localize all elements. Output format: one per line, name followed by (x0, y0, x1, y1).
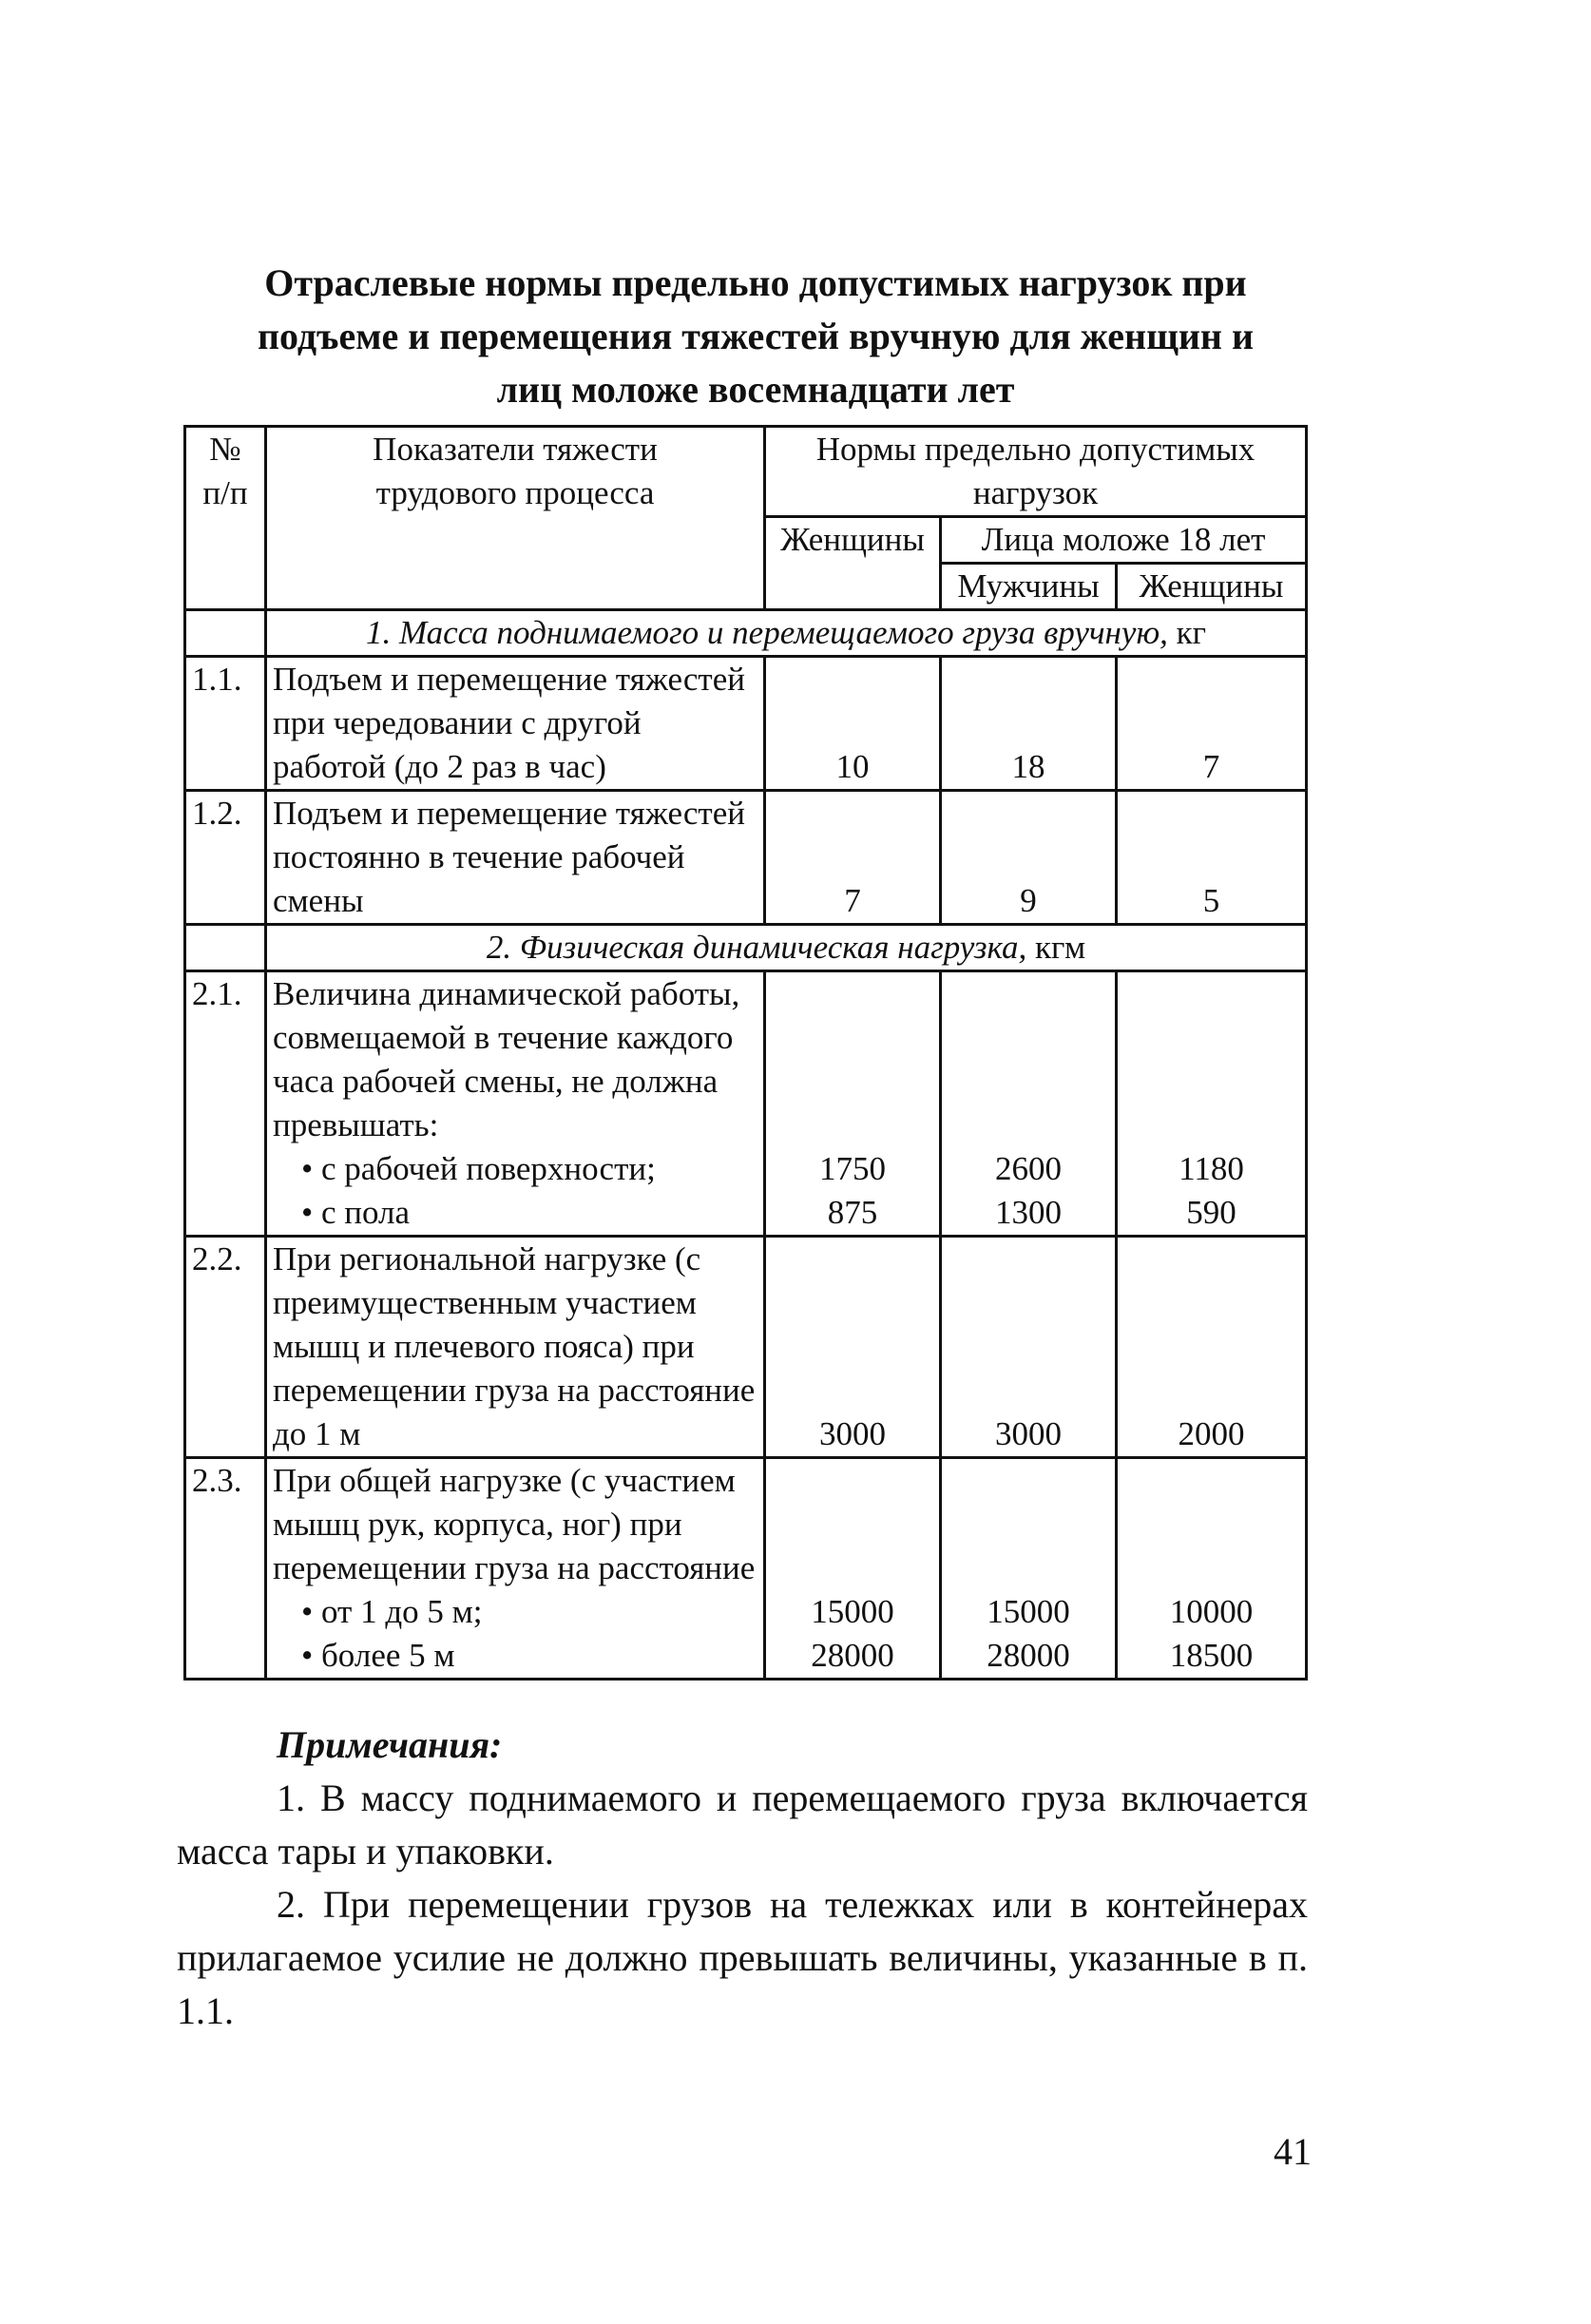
norms-table (183, 425, 1308, 1681)
value-women-under18: 10000 18500 (1117, 1458, 1307, 1680)
row-number: 1.2. (185, 791, 266, 925)
header-norms: Нормы предельно допустимых нагрузок (765, 427, 1307, 517)
value-men-under18: 9 (941, 791, 1117, 925)
row-indicator: Подъем и перемещение тяжестей при чередовании с другой работой (до 2 раз в час) (266, 657, 765, 791)
table-row (185, 791, 1307, 925)
header-num: № п/п (185, 427, 266, 610)
notes-heading: Примечания: (277, 1723, 503, 1766)
page-number: 41 (1274, 2130, 1312, 2173)
bullet-item: • с рабочей поверхности; (301, 1150, 656, 1187)
header-indicator: Показатели тяжести трудового процесса (266, 427, 765, 610)
section-2-label: 2. Физическая динамическая нагрузка, (486, 929, 1027, 966)
section-1-label: 1. Масса поднимаемого и перемещаемого груза вручную, (365, 614, 1168, 651)
section-2-row (185, 925, 1307, 971)
notes-section (177, 1719, 1308, 2038)
title-line-2: подъеме и перемещения тяжестей вручную для женщин и (258, 315, 1254, 357)
value-men-under18: 3000 (941, 1237, 1117, 1458)
row-indicator (266, 971, 765, 1237)
section-1-unit: кг (1176, 614, 1207, 651)
section-1-heading (266, 610, 1307, 657)
value-men-under18: 2600 1300 (941, 971, 1117, 1237)
row-indicator: Подъем и перемещение тяжестей постоянно в течение рабочей смены (266, 791, 765, 925)
header-under18: Лица моложе 18 лет (941, 517, 1307, 564)
note-1: 1. В массу поднимаемого и перемещаемого груза включается масса тары и упаковки. (177, 1777, 1308, 1873)
section-1-row (185, 610, 1307, 657)
value-women: 1750 875 (765, 971, 941, 1237)
header-men: Мужчины (941, 564, 1117, 610)
value-women: 3000 (765, 1237, 941, 1458)
row-text: Величина динамической работы, совмещаемой в течение каждого часа рабочей смены, не должна превышать: (273, 975, 740, 1143)
header-women-under18: Женщины (1117, 564, 1307, 610)
value-women: 7 (765, 791, 941, 925)
value-women-under18: 1180 590 (1117, 971, 1307, 1237)
table-row (185, 1237, 1307, 1458)
value-women-under18: 5 (1117, 791, 1307, 925)
row-indicator (266, 1458, 765, 1680)
value-women: 10 (765, 657, 941, 791)
row-number: 2.2. (185, 1237, 266, 1458)
row-number: 2.1. (185, 971, 266, 1237)
table-row (185, 971, 1307, 1237)
note-2: 2. При перемещении грузов на тележках или в контейнерах прилагаемое усилие не должно превышать величины, указанные в п. 1.1. (177, 1883, 1308, 2032)
header-row-1 (185, 427, 1307, 517)
value-women: 15000 28000 (765, 1458, 941, 1680)
row-number: 2.3. (185, 1458, 266, 1680)
row-indicator: При региональной нагрузке (с преимущественным участием мышц и плечевого пояса) при перемещении груза на расстояние до 1 м (266, 1237, 765, 1458)
title-line-3: лиц моложе восемнадцати лет (496, 368, 1015, 411)
value-women-under18: 7 (1117, 657, 1307, 791)
bullet-item: • от 1 до 5 м; (301, 1593, 483, 1630)
page-title (181, 257, 1331, 416)
row-text: При общей нагрузке (с участием мышц рук, корпуса, ног) при перемещении груза на расстояние (273, 1462, 756, 1586)
section-2-unit: кгм (1035, 929, 1086, 966)
bullet-item: • с пола (301, 1194, 411, 1231)
value-men-under18: 18 (941, 657, 1117, 791)
table-row (185, 1458, 1307, 1680)
section-2-heading (266, 925, 1307, 971)
value-women-under18: 2000 (1117, 1237, 1307, 1458)
value-men-under18: 15000 28000 (941, 1458, 1117, 1680)
header-women: Женщины (765, 517, 941, 610)
bullet-item: • более 5 м (301, 1637, 455, 1674)
table-row (185, 657, 1307, 791)
title-line-1: Отраслевые нормы предельно допустимых нагрузок при (264, 261, 1247, 304)
row-number: 1.1. (185, 657, 266, 791)
